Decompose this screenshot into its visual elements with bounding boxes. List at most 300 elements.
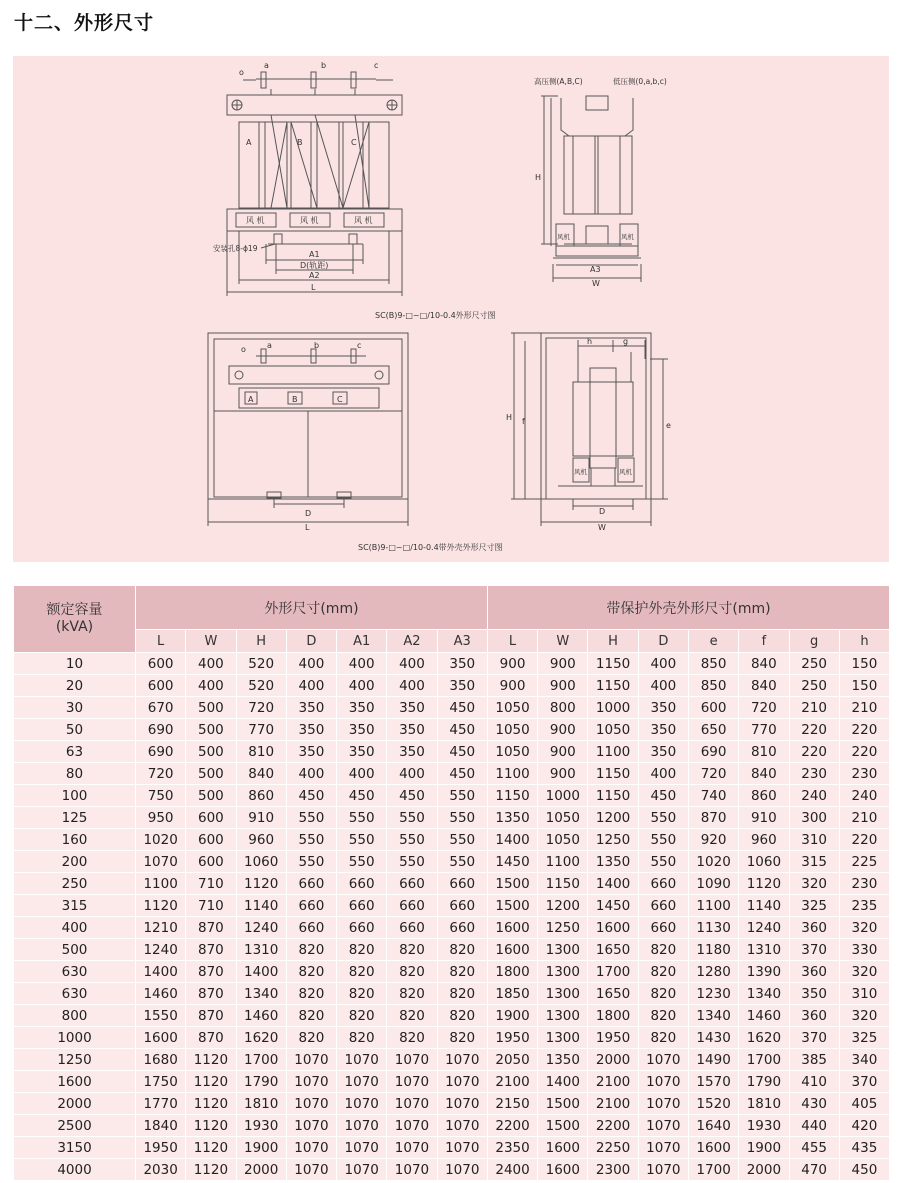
dimension-cell: 1120	[186, 1093, 236, 1115]
dimension-cell: 720	[739, 697, 789, 719]
dimension-cell: 1460	[236, 1005, 286, 1027]
dimension-cell: 1460	[739, 1005, 789, 1027]
dimension-cell: 900	[487, 675, 537, 697]
dimension-cell: 1300	[538, 961, 588, 983]
dimension-cell: 350	[638, 719, 688, 741]
dimension-cell: 920	[688, 829, 738, 851]
dimension-cell: 550	[437, 851, 487, 873]
dimension-cell: 210	[789, 697, 839, 719]
phase-b-label: B	[297, 138, 303, 147]
dimension-cell: 750	[136, 785, 186, 807]
dimension-cell: 720	[236, 697, 286, 719]
dimension-cell: 1070	[437, 1071, 487, 1093]
dimension-cell: 1070	[286, 1115, 336, 1137]
dimension-cell: 1120	[136, 895, 186, 917]
terminal-a-label: a	[264, 61, 269, 70]
dimension-cell: 870	[186, 961, 236, 983]
dimension-cell: 870	[186, 917, 236, 939]
dimension-cell: 1050	[487, 741, 537, 763]
dimension-cell: 1240	[739, 917, 789, 939]
dimension-cell: 550	[638, 807, 688, 829]
dimension-cell: 1140	[739, 895, 789, 917]
enc-fan-label-1: 风机	[574, 468, 587, 476]
dimension-cell: 1070	[286, 1159, 336, 1181]
dimension-cell: 550	[337, 851, 387, 873]
dimension-cell: 1770	[136, 1093, 186, 1115]
column-header: W	[538, 630, 588, 653]
enc-terminal-o-label: o	[241, 345, 246, 354]
dimension-cell: 405	[839, 1093, 889, 1115]
enclosure-dim-header: 带保护外壳外形尺寸(mm)	[487, 586, 889, 630]
capacity-cell: 2000	[14, 1093, 136, 1115]
dimension-cell: 2100	[588, 1093, 638, 1115]
dimension-cell: 850	[688, 653, 738, 675]
dimension-cell: 1570	[688, 1071, 738, 1093]
dimension-cell: 1600	[538, 1137, 588, 1159]
column-header: H	[588, 630, 638, 653]
column-header: e	[688, 630, 738, 653]
dim-a1-label: A1	[309, 250, 320, 259]
dimension-cell: 2350	[487, 1137, 537, 1159]
dim-h-small-label: h	[587, 337, 593, 346]
dimension-cell: 330	[839, 939, 889, 961]
dimension-cell: 1050	[588, 719, 638, 741]
dimension-cell: 740	[688, 785, 738, 807]
dimension-cell: 1500	[538, 1093, 588, 1115]
dimension-cell: 315	[789, 851, 839, 873]
dimension-cell: 1500	[487, 873, 537, 895]
dimension-cell: 1100	[136, 873, 186, 895]
dimension-cell: 690	[688, 741, 738, 763]
dimension-cell: 1120	[186, 1137, 236, 1159]
dimension-cell: 1900	[236, 1137, 286, 1159]
table-row	[14, 895, 890, 917]
dimension-cell: 600	[136, 675, 186, 697]
dimension-cell: 1620	[236, 1027, 286, 1049]
terminal-c-label: c	[374, 61, 379, 70]
dimension-cell: 1240	[136, 939, 186, 961]
dimension-cell: 1050	[487, 719, 537, 741]
dimension-cell: 660	[286, 917, 336, 939]
dimension-cell: 1150	[588, 785, 638, 807]
capacity-header	[14, 586, 136, 653]
dimension-cell: 435	[839, 1137, 889, 1159]
fan-label-3: 风 机	[354, 216, 373, 225]
dimension-cell: 350	[387, 697, 437, 719]
dimension-cell: 2050	[487, 1049, 537, 1071]
capacity-cell: 20	[14, 675, 136, 697]
enc-terminal-a-label: a	[267, 341, 272, 350]
table-row	[14, 697, 890, 719]
dimension-cell: 325	[839, 1027, 889, 1049]
dimension-cell: 690	[136, 719, 186, 741]
dimension-cell: 320	[839, 917, 889, 939]
dimension-cell: 840	[236, 763, 286, 785]
dimension-cell: 1120	[186, 1115, 236, 1137]
dimension-cell: 1600	[487, 939, 537, 961]
table-row	[14, 829, 890, 851]
dimension-cell: 320	[839, 961, 889, 983]
dimension-cell: 1950	[136, 1137, 186, 1159]
capacity-cell: 50	[14, 719, 136, 741]
dimension-cell: 690	[136, 741, 186, 763]
dimension-cell: 400	[186, 675, 236, 697]
dimension-cell: 1070	[286, 1093, 336, 1115]
dimension-cell: 400	[286, 675, 336, 697]
dimension-cell: 1700	[236, 1049, 286, 1071]
mount-hole-label: 安装孔8-ϕ19	[213, 244, 258, 253]
dimension-cell: 1900	[739, 1137, 789, 1159]
dimension-cell: 550	[638, 829, 688, 851]
dimension-cell: 2100	[588, 1071, 638, 1093]
dimension-cell: 670	[136, 697, 186, 719]
dimension-table	[13, 585, 890, 1181]
dimension-cell: 1240	[236, 917, 286, 939]
dimension-cell: 810	[739, 741, 789, 763]
dimension-cell: 400	[186, 653, 236, 675]
dimension-cell: 1070	[638, 1049, 688, 1071]
dimension-cell: 820	[337, 983, 387, 1005]
dimension-cell: 660	[638, 917, 688, 939]
dim-f-label: f	[522, 417, 525, 426]
dimension-cell: 440	[789, 1115, 839, 1137]
dimension-cell: 450	[638, 785, 688, 807]
table-row	[14, 785, 890, 807]
dimension-cell: 1310	[236, 939, 286, 961]
dimension-cell: 650	[688, 719, 738, 741]
dimension-cell: 240	[789, 785, 839, 807]
capacity-cell: 10	[14, 653, 136, 675]
dimension-cell: 1210	[136, 917, 186, 939]
dimension-cell: 370	[839, 1071, 889, 1093]
dimension-cell: 370	[789, 939, 839, 961]
dimension-cell: 1550	[136, 1005, 186, 1027]
dimension-cell: 820	[337, 1027, 387, 1049]
dimension-cell: 1500	[487, 895, 537, 917]
dim-l-label: L	[311, 283, 316, 292]
dimension-cell: 300	[789, 807, 839, 829]
dimension-cell: 870	[186, 1005, 236, 1027]
dimension-cell: 1850	[487, 983, 537, 1005]
dimension-cell: 1300	[538, 1027, 588, 1049]
dimension-cell: 1640	[688, 1115, 738, 1137]
capacity-cell: 400	[14, 917, 136, 939]
drawing-panel	[13, 56, 889, 562]
dimension-cell: 1070	[337, 1071, 387, 1093]
dimension-cell: 1400	[538, 1071, 588, 1093]
dimension-cell: 220	[789, 719, 839, 741]
dimension-cell: 360	[789, 1005, 839, 1027]
dimension-cell: 820	[286, 1005, 336, 1027]
capacity-cell: 800	[14, 1005, 136, 1027]
dimension-cell: 660	[437, 873, 487, 895]
dimension-cell: 1070	[437, 1049, 487, 1071]
enc-phase-a-label: A	[248, 395, 254, 404]
dimension-cell: 820	[437, 939, 487, 961]
side-fan-label-2: 风机	[621, 233, 634, 241]
table-row	[14, 1049, 890, 1071]
dimension-cell: 1120	[236, 873, 286, 895]
dimension-cell: 960	[236, 829, 286, 851]
table-row	[14, 1027, 890, 1049]
dimension-cell: 1280	[688, 961, 738, 983]
side-fan-label-1: 风机	[557, 233, 570, 241]
dimension-cell: 360	[789, 961, 839, 983]
dimension-cell: 1250	[588, 829, 638, 851]
dimension-cell: 1790	[739, 1071, 789, 1093]
dimension-cell: 1810	[236, 1093, 286, 1115]
dimension-cell: 1070	[337, 1115, 387, 1137]
terminal-b-label: b	[321, 61, 327, 70]
dimension-cell: 660	[286, 895, 336, 917]
dimension-cell: 2250	[588, 1137, 638, 1159]
dimension-cell: 660	[638, 895, 688, 917]
dimension-cell: 1600	[136, 1027, 186, 1049]
enc-dim-w-label: W	[598, 523, 606, 532]
dimension-cell: 1840	[136, 1115, 186, 1137]
fan-label-1: 风 机	[246, 216, 265, 225]
dimension-cell: 1400	[588, 873, 638, 895]
lv-side-label: 低压侧(0,a,b,c)	[613, 77, 667, 86]
dimension-cell: 860	[236, 785, 286, 807]
dimension-cell: 710	[186, 873, 236, 895]
dimension-cell: 400	[638, 653, 688, 675]
dimension-cell: 1150	[588, 675, 638, 697]
dimension-cell: 1600	[487, 917, 537, 939]
dim-w-label: W	[592, 279, 600, 288]
dimension-cell: 1600	[688, 1137, 738, 1159]
dimension-cell: 220	[839, 741, 889, 763]
dimension-cell: 770	[236, 719, 286, 741]
dimension-cell: 820	[638, 961, 688, 983]
dimension-cell: 950	[136, 807, 186, 829]
dimension-cell: 1050	[538, 829, 588, 851]
dimension-cell: 1350	[487, 807, 537, 829]
dimension-cell: 1340	[236, 983, 286, 1005]
dimension-cell: 1600	[538, 1159, 588, 1181]
caption-bottom: SC(B)9-□~□/10-0.4带外壳外形尺寸图	[358, 543, 503, 552]
dimension-cell: 550	[387, 807, 437, 829]
dimension-cell: 800	[538, 697, 588, 719]
dimension-cell: 1340	[739, 983, 789, 1005]
outline-dim-header: 外形尺寸(mm)	[136, 586, 488, 630]
dimension-cell: 550	[387, 851, 437, 873]
capacity-cell: 100	[14, 785, 136, 807]
hv-side-label: 高压侧(A,B,C)	[534, 77, 583, 86]
dimension-cell: 310	[839, 983, 889, 1005]
fan-label-2: 风 机	[300, 216, 319, 225]
dimension-cell: 400	[387, 653, 437, 675]
dimension-cell: 1150	[588, 653, 638, 675]
dimension-cell: 1450	[487, 851, 537, 873]
column-header: D	[286, 630, 336, 653]
dimension-cell: 220	[789, 741, 839, 763]
dimension-cell: 1140	[236, 895, 286, 917]
table-body	[14, 653, 890, 1181]
terminal-o-label: o	[239, 68, 244, 77]
dimension-cell: 320	[789, 873, 839, 895]
phase-a-label: A	[246, 138, 252, 147]
dimension-cell: 1600	[588, 917, 638, 939]
column-header: A1	[337, 630, 387, 653]
dimension-cell: 550	[337, 807, 387, 829]
dimension-cell: 150	[839, 653, 889, 675]
capacity-cell: 1000	[14, 1027, 136, 1049]
dimension-cell: 1070	[136, 851, 186, 873]
enc-phase-b-label: B	[292, 395, 298, 404]
dimension-cell: 1070	[387, 1049, 437, 1071]
dimension-cell: 1070	[337, 1049, 387, 1071]
dimension-cell: 1070	[286, 1137, 336, 1159]
dimension-cell: 1120	[739, 873, 789, 895]
dimension-cell: 960	[739, 829, 789, 851]
enc-dim-h-label: H	[506, 413, 513, 422]
table-row	[14, 851, 890, 873]
dimension-cell: 900	[538, 763, 588, 785]
dimension-cell: 210	[839, 697, 889, 719]
dimension-cell: 1070	[638, 1115, 688, 1137]
dim-a2-label: A2	[309, 271, 320, 280]
dim-d-label: D(轨距)	[300, 261, 329, 270]
table-row	[14, 675, 890, 697]
dimension-drawings	[13, 56, 889, 562]
capacity-cell: 30	[14, 697, 136, 719]
table-row	[14, 1005, 890, 1027]
dimension-cell: 660	[387, 873, 437, 895]
table-column-header-row	[14, 630, 890, 653]
dimension-cell: 1070	[638, 1071, 688, 1093]
dimension-cell: 1650	[588, 939, 638, 961]
capacity-cell: 1600	[14, 1071, 136, 1093]
dimension-cell: 550	[387, 829, 437, 851]
dimension-cell: 1790	[236, 1071, 286, 1093]
dimension-cell: 820	[286, 939, 336, 961]
dimension-cell: 2000	[739, 1159, 789, 1181]
dimension-cell: 250	[789, 653, 839, 675]
dimension-cell: 820	[638, 939, 688, 961]
enclosure-front-drawing	[208, 333, 408, 526]
dimension-cell: 660	[337, 873, 387, 895]
dimension-cell: 1300	[538, 983, 588, 1005]
dimension-cell: 550	[437, 807, 487, 829]
dimension-table-wrapper	[13, 585, 889, 1181]
table-row	[14, 1159, 890, 1181]
dimension-cell: 1300	[538, 1005, 588, 1027]
dimension-cell: 820	[337, 1005, 387, 1027]
dimension-cell: 1900	[487, 1005, 537, 1027]
dimension-cell: 450	[437, 719, 487, 741]
dimension-cell: 1350	[538, 1049, 588, 1071]
dimension-cell: 1400	[487, 829, 537, 851]
dimension-cell: 550	[286, 807, 336, 829]
dimension-cell: 1070	[286, 1071, 336, 1093]
dimension-cell: 1500	[538, 1115, 588, 1137]
dimension-cell: 450	[337, 785, 387, 807]
dimension-cell: 660	[437, 917, 487, 939]
dimension-cell: 400	[387, 763, 437, 785]
dimension-cell: 230	[839, 763, 889, 785]
dimension-cell: 1070	[337, 1137, 387, 1159]
page-title: 十二、外形尺寸	[14, 12, 155, 34]
dimension-cell: 1070	[437, 1115, 487, 1137]
dimension-cell: 660	[387, 895, 437, 917]
dim-h-label: H	[535, 173, 542, 182]
dimension-cell: 600	[186, 851, 236, 873]
column-header: A2	[387, 630, 437, 653]
dimension-cell: 1700	[688, 1159, 738, 1181]
column-header: f	[739, 630, 789, 653]
table-row	[14, 1137, 890, 1159]
dimension-cell: 385	[789, 1049, 839, 1071]
table-row	[14, 719, 890, 741]
caption-top: SC(B)9-□~□/10-0.4外形尺寸图	[375, 311, 496, 320]
dimension-cell: 1070	[638, 1093, 688, 1115]
dimension-cell: 350	[789, 983, 839, 1005]
dimension-cell: 1430	[688, 1027, 738, 1049]
dimension-cell: 660	[286, 873, 336, 895]
dimension-cell: 1180	[688, 939, 738, 961]
side-view-drawing	[541, 96, 641, 282]
dimension-cell: 1070	[337, 1093, 387, 1115]
table-row	[14, 961, 890, 983]
capacity-cell: 160	[14, 829, 136, 851]
column-header: h	[839, 630, 889, 653]
dimension-cell: 1130	[688, 917, 738, 939]
dimension-cell: 860	[739, 785, 789, 807]
dimension-cell: 1340	[688, 1005, 738, 1027]
dimension-cell: 820	[337, 961, 387, 983]
phase-c-label: C	[351, 138, 357, 147]
dimension-cell: 1700	[739, 1049, 789, 1071]
dimension-cell: 820	[387, 1027, 437, 1049]
dimension-cell: 350	[437, 653, 487, 675]
dimension-cell: 320	[839, 1005, 889, 1027]
dimension-cell: 2100	[487, 1071, 537, 1093]
dimension-cell: 550	[337, 829, 387, 851]
dimension-cell: 350	[286, 741, 336, 763]
dimension-cell: 500	[186, 785, 236, 807]
dimension-cell: 1020	[136, 829, 186, 851]
dimension-cell: 350	[387, 719, 437, 741]
table-row	[14, 763, 890, 785]
dimension-cell: 600	[136, 653, 186, 675]
dimension-cell: 1120	[186, 1159, 236, 1181]
dimension-cell: 400	[638, 675, 688, 697]
dimension-cell: 400	[286, 763, 336, 785]
dimension-cell: 900	[487, 653, 537, 675]
dimension-cell: 900	[538, 719, 588, 741]
enc-terminal-b-label: b	[314, 341, 320, 350]
dimension-cell: 1950	[487, 1027, 537, 1049]
dimension-cell: 1810	[739, 1093, 789, 1115]
dimension-cell: 450	[286, 785, 336, 807]
dimension-cell: 850	[688, 675, 738, 697]
dimension-cell: 430	[789, 1093, 839, 1115]
dimension-cell: 450	[437, 763, 487, 785]
table-row	[14, 807, 890, 829]
dimension-cell: 840	[739, 675, 789, 697]
dimension-cell: 550	[286, 829, 336, 851]
dimension-cell: 2000	[236, 1159, 286, 1181]
dimension-cell: 1930	[739, 1115, 789, 1137]
column-header: A3	[437, 630, 487, 653]
column-header: L	[487, 630, 537, 653]
dimension-cell: 1400	[236, 961, 286, 983]
table-row	[14, 1093, 890, 1115]
dimension-cell: 2200	[487, 1115, 537, 1137]
dimension-cell: 870	[688, 807, 738, 829]
dimension-cell: 720	[688, 763, 738, 785]
